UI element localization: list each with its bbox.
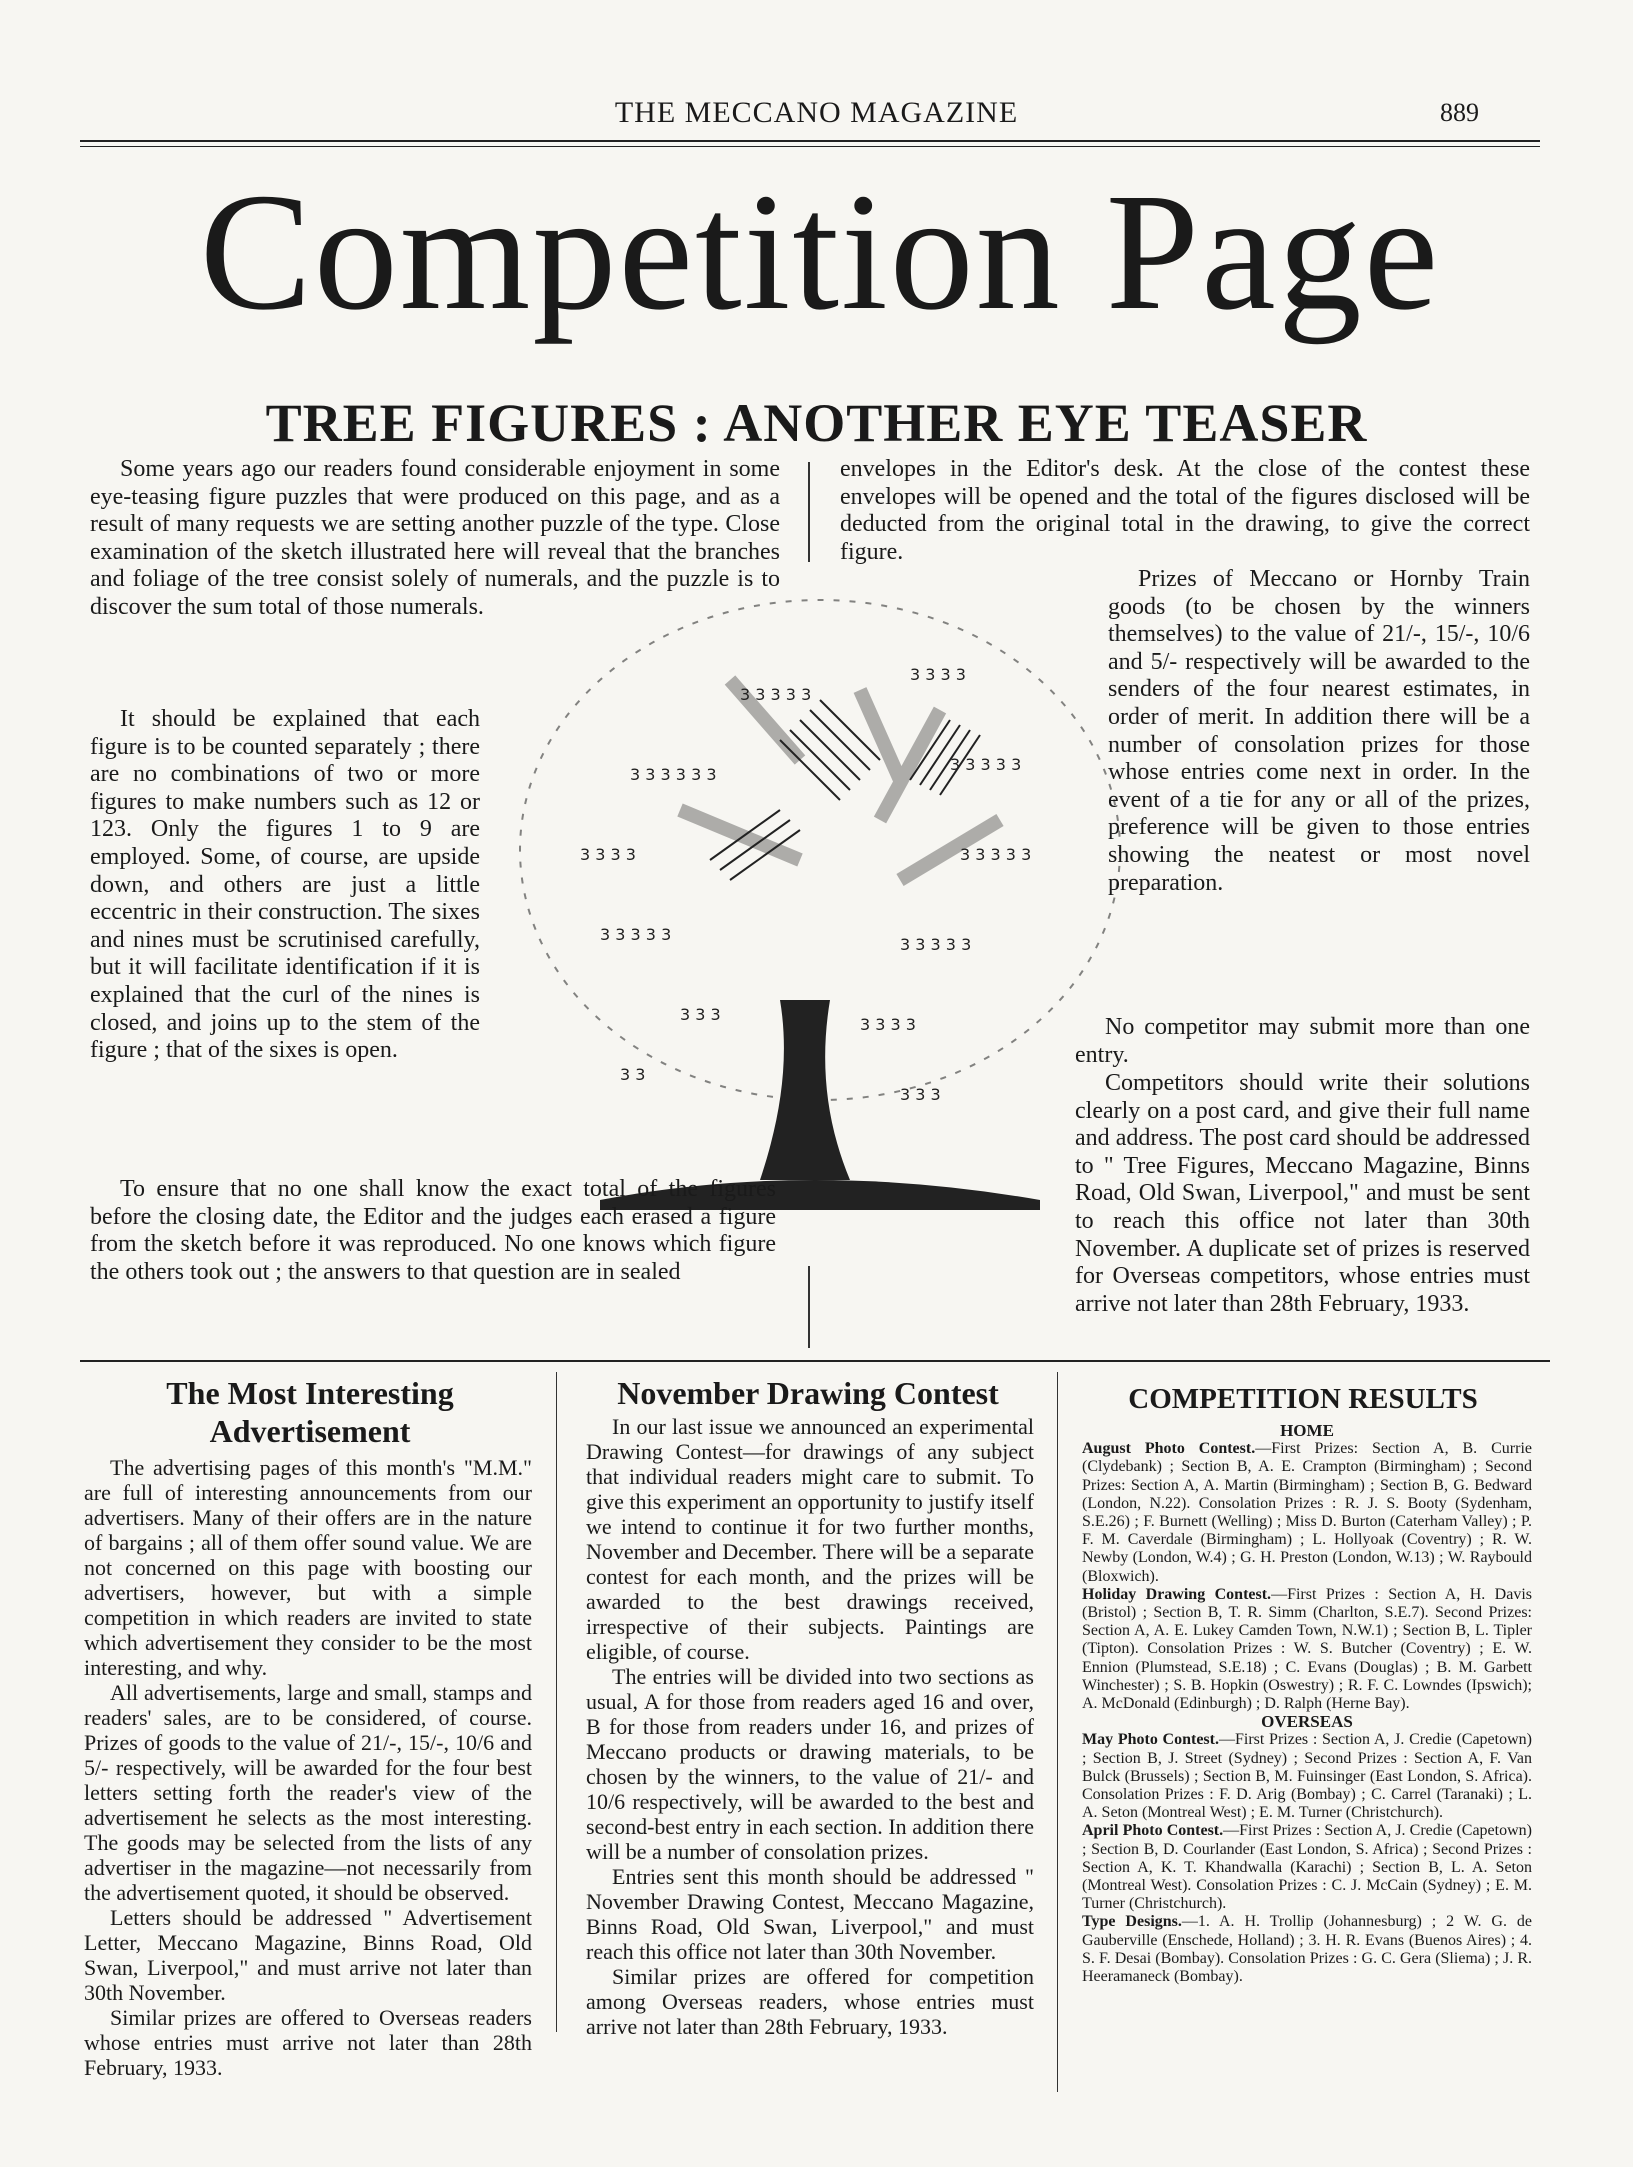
svg-text:3 3 3 3 3: 3 3 3 3 3 — [960, 845, 1032, 864]
results-body — [1082, 1422, 1532, 1986]
svg-text:3 3 3: 3 3 3 — [900, 1085, 941, 1104]
aug-contest-heading: August Photo Contest. — [1082, 1440, 1256, 1458]
column-divider-2 — [1057, 1372, 1058, 2092]
svg-text:3 3 3: 3 3 3 — [680, 1005, 721, 1024]
results-home-label: HOME — [1280, 1421, 1334, 1440]
tree-address-paragraph: Competitors should write their solutions clearly on a post card, and give their full name and address. The post card should be addressed to " Tree Figures, Meccano Magazine, Binns Road, Old Swan, Liverpool," and must be sent to reach this office not later than 30th November. A duplicate set of prizes is reserved for Overseas competitors, whose entries must arrive not later than 28th February, 1933. — [1075, 1070, 1530, 1317]
svg-text:3 3 3 3 3: 3 3 3 3 3 — [900, 935, 972, 954]
header-rule-thin — [80, 146, 1540, 147]
svg-text:3 3 3 3 3 3: 3 3 3 3 3 3 — [630, 765, 717, 784]
svg-text:3 3 3 3: 3 3 3 3 — [860, 1015, 916, 1034]
aug-contest-results: —First Prizes: Section A, B. Currie (Clydebank) ; Section B, A. E. Crampton (Birmingham) ; Second Prizes: Section A, A. Martin (Birmingham) ; Section B, G. Bedward (London, N.22). Consolation Prizes : R. J. S. Booty (Sydenham, S.E.26) ; F. Burnett (Welling) ; Miss D. Burton (Caterham Valley) ; P. F. M. Caverdale (Birmingham) ; L. Hollyoak (Coventry) ; R. W. Newby (London, W.4) ; G. H. Preston (London, W.13) ; W. Raybould (Bloxwich). — [1082, 1440, 1532, 1585]
tree-closing-paragraph: To ensure that no one shall know the exact total of the figures before the closing date, the Editor and the judges each erased a figure from the sketch before it was reproduced. No one knows which figure the others took out ; the answers to that question are in sealed — [90, 1176, 776, 1285]
may-contest-heading: May Photo Contest. — [1082, 1731, 1219, 1749]
results-title: COMPETITION RESULTS — [1128, 1383, 1478, 1415]
svg-text:3 3 3 3: 3 3 3 3 — [580, 845, 636, 864]
column-divider-bottom — [808, 1266, 810, 1348]
type-designs-results: —1. A. H. Trollip (Johannesburg) ; 2 W. G. de Gauberville (Enschede, Holland) ; 3. H. R. Evans (Buenos Aires) ; 4. S. F. Desai (Bombay). Consolation Prizes : G. C. Gera (Sliema) ; J. R. Heeramaneck (Bombay). — [1082, 1913, 1533, 1986]
article-headline: TREE FIGURES : ANOTHER EYE TEASER — [265, 393, 1368, 453]
tree-prizes-paragraph: Prizes of Meccano or Hornby Train goods (to be chosen by the winners themselves) to the value of 21/-, 15/-, 10/6 and 5/- respectively will be awarded to the senders of the four nearest estimates, in order of merit. In addition there will be a number of consolation prizes for those whose entries come next in order. In the event of a tie for any or all of the prizes, preference will be given to those entries showing the neatest or most novel preparation. — [1108, 566, 1530, 896]
tree-intro-paragraph: Some years ago our readers found considerable enjoyment in some eye-teasing figure puzzles that were produced on this page, and as a result of many requests we are setting another puzzle of the type. Close examination of the sketch illustrated here will reveal that the branches and foliage of the tree consist solely of numerals, and the puzzle is to discover the sum total of those numerals. — [90, 456, 780, 620]
column-divider-1 — [556, 1372, 557, 2032]
advert-body: The advertising pages of this month's "M.M." are full of interesting announcements from our advertisers. Many of their offers are in the nature of bargains ; all of them offer sound value. We are not concerned on this page with boosting our advertisers, however, but with a simple competition in which readers are invited to state which advertisement they consider to be the most interesting, and why. All advertisements, large and small, stamps and readers' sales, are to be considered, of course. Prizes of goods to the value of 21/-, 15/-, 10/6 and 5/- respectively, will be awarded for the four best letters setting forth the reader's view of the advertisement he selects as the most interesting. The goods may be selected from the lists of any advertiser in the magazine—not necessarily from the advertisement quoted, it should be observed. Letters should be addressed " Advertisement Letter, Meccano Magazine, Binns Road, Old Swan, Liverpool," and must arrive not later than 30th November. Similar prizes are offered to Overseas readers whose entries must arrive not later than 28th February, 1933. — [84, 1455, 532, 2080]
section-rule — [80, 1360, 1550, 1362]
svg-text:3 3: 3 3 — [620, 1065, 646, 1084]
type-designs-heading: Type Designs. — [1082, 1913, 1182, 1931]
tree-rules-paragraph: It should be explained that each figure is to be counted separately ; there are no combinations of two or more figures to make numbers such as 12 or 123. Only the figures 1 to 9 are employed. Some, of course, are upside down, and others are just a little eccentric in their construction. The sixes and nines must be scrutinised carefully, but it will facilitate identification if it is explained that the curl of the nines is closed, and joins up to the stem of the figure ; that of the sixes is open. — [90, 706, 480, 1064]
results-overseas-label: OVERSEAS — [1261, 1712, 1353, 1732]
tree-one-entry-paragraph: No competitor may submit more than one entry. — [1075, 1014, 1530, 1068]
column-divider-top — [808, 462, 810, 562]
tree-envelopes-paragraph: envelopes in the Editor's desk. At the close of the contest these envelopes will be opened and the total of the figures disclosed will be deducted from the original total in the drawing, to give the correct figure. — [840, 456, 1530, 565]
holiday-contest-results: —First Prizes : Section A, H. Davis (Bristol) ; Section B, T. R. Simm (Charlton, S.E.7). Second Prizes: Section A, A. E. Lukey Camden Town, N.W.1) ; Section B, L. Tipler (Tipton). Consolation Prizes : W. S. Butcher (Coventry) ; E. W. Ennion (Plumstead, S.E.18) ; C. Evans (Douglas) ; B. M. Garbett Winchester) ; S. B. Hopkin (Oswestry) ; R. F. C. Lowndes (Ipswich); A. McDonald (Edinburgh) ; D. Ralph (Herne Bay). — [1082, 1585, 1532, 1713]
svg-text:3 3 3 3 3: 3 3 3 3 3 — [600, 925, 672, 944]
svg-text:3 3 3 3 3: 3 3 3 3 3 — [950, 755, 1022, 774]
svg-text:3 3 3 3 3: 3 3 3 3 3 — [740, 685, 812, 704]
drawing-contest-body: In our last issue we announced an experimental Drawing Contest—for drawings of any subject that individual readers might care to submit. To give this experiment an opportunity to justify itself we intend to continue it for two further months, November and December. There will be a separate contest for each month, and the prizes will be awarded to the best drawings received, irrespective of their subjects. Paintings are eligible, of course. The entries will be divided into two sections as usual, A for those from readers aged 16 and over, B for those from readers under 16, and prizes of Meccano products or drawing materials, to be chosen by the winners, to the value of 21/- and 10/6 respectively, will be awarded to the best and second-best entry in each section. In addition there will be a number of consolation prizes. Entries sent this month should be addressed " November Drawing Contest, Meccano Magazine, Binns Road, Old Swan, Liverpool," and must reach this office not later than 30th November. Similar prizes are offered for competition among Overseas readers, whose entries must arrive not later than 28th February, 1933. — [586, 1414, 1034, 2039]
magazine-title: THE MECCANO MAGAZINE — [614, 96, 1019, 129]
header-rule — [80, 140, 1540, 142]
april-contest-heading: April Photo Contest. — [1082, 1822, 1224, 1840]
drawing-contest-title: November Drawing Contest — [617, 1375, 999, 1411]
svg-text:3 3 3 3: 3 3 3 3 — [910, 665, 966, 684]
april-contest-results: —First Prizes : Section A, J. Credie (Capetown) ; Section B, D. Courlander (East London, S. Africa) ; Second Prizes : Section A, K. T. Khandwalla (Karachi) ; Section B, L. A. Seton (Montreal West). Consolation Prizes : C. J. McCain (Sydney) ; E. M. Turner (Christchurch). — [1082, 1822, 1532, 1913]
masthead: Competition Page — [199, 159, 1441, 345]
advert-title: The Most Interesting Advertisement — [166, 1375, 454, 1449]
may-contest-results: —First Prizes : Section A, J. Credie (Capetown) ; Section B, J. Street (Sydney) ; Second Prizes : Section A, F. Van Bulck (Brussels) ; Section B, M. Fuinsinger (East London, S. Africa). Consolation Prizes : F. D. Arig (Bombay) ; C. Carrel (Taranaki) ; L. A. Seton (Montreal West) ; E. M. Turner (Christchurch). — [1082, 1731, 1532, 1822]
page-number: 889 — [1440, 98, 1479, 127]
holiday-contest-heading: Holiday Drawing Contest. — [1082, 1585, 1272, 1603]
